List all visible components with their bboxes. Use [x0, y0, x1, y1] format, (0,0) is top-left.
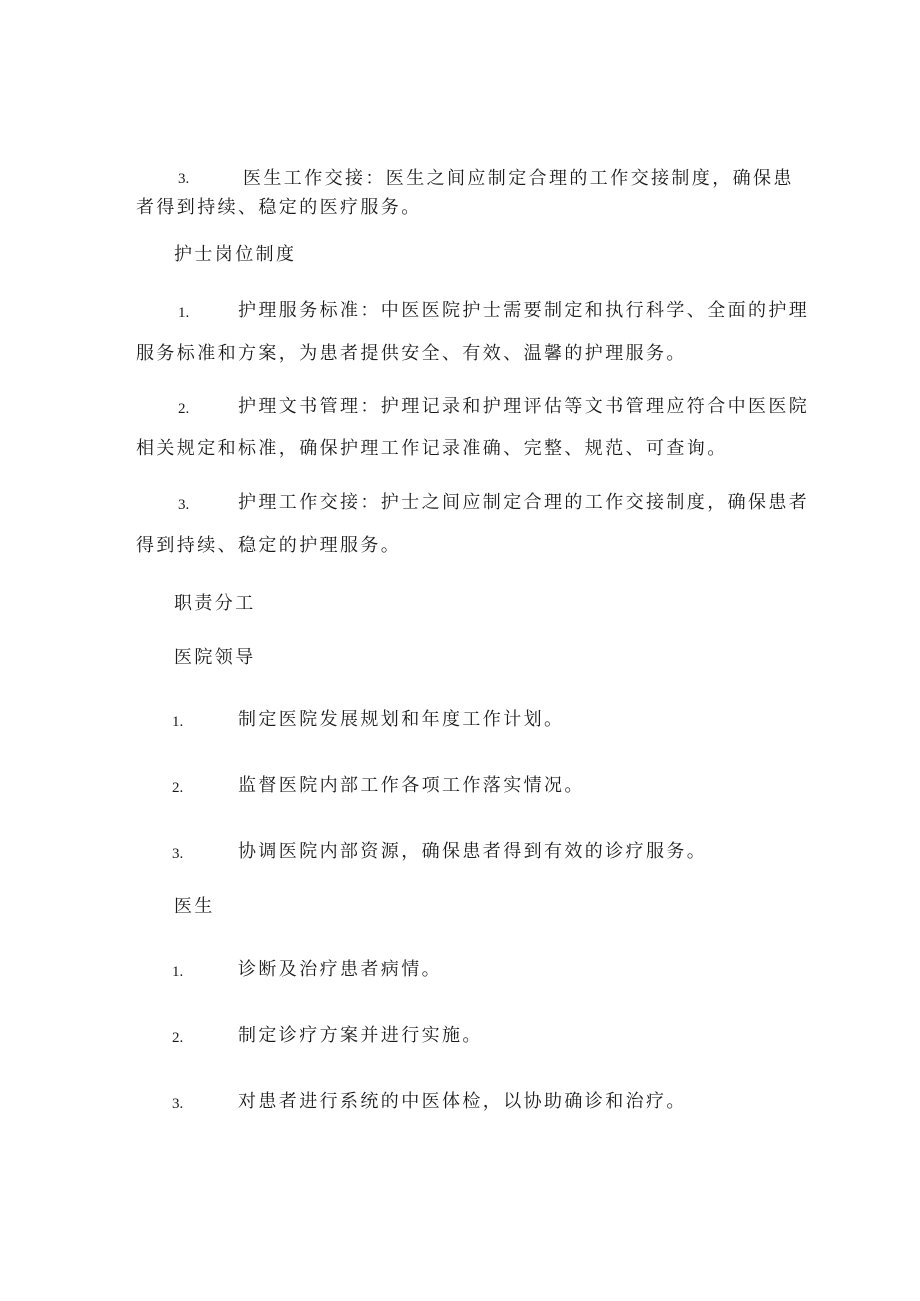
list-item-text-continued: 得到持续、稳定的护理服务。: [136, 535, 402, 556]
list-item-text: 护理文书管理：护理记录和护理评估等文书管理应符合中医医院: [238, 396, 810, 417]
section-heading-duties: 职责分工: [174, 593, 256, 614]
list-number: 2.: [172, 1030, 184, 1046]
list-number: 1.: [178, 305, 190, 321]
list-item-text: 护理服务标准：中医医院护士需要制定和执行科学、全面的护理: [238, 300, 810, 321]
list-item-text: 护理工作交接：护士之间应制定合理的工作交接制度，确保患者: [238, 492, 810, 513]
list-item-text-continued: 者得到持续、稳定的医疗服务。: [136, 197, 422, 218]
list-number: 3.: [178, 497, 190, 513]
list-number: 3.: [172, 846, 184, 862]
list-item-text: 制定医院发展规划和年度工作计划。: [238, 709, 565, 730]
list-item-text: 医生工作交接：医生之间应制定合理的工作交接制度，确保患: [243, 168, 794, 189]
list-number: 3.: [172, 1096, 184, 1112]
list-number: 3.: [178, 171, 190, 187]
subsection-heading-leaders: 医院领导: [174, 647, 256, 668]
list-item-text-continued: 服务标准和方案，为患者提供安全、有效、温馨的护理服务。: [136, 343, 687, 364]
list-number: 1.: [172, 714, 184, 730]
list-item-text-continued: 相关规定和标准，确保护理工作记录准确、完整、规范、可查询。: [136, 438, 728, 459]
list-item-text: 监督医院内部工作各项工作落实情况。: [238, 775, 585, 796]
subsection-heading-doctors: 医生: [174, 896, 215, 917]
list-item-text: 协调医院内部资源，确保患者得到有效的诊疗服务。: [238, 841, 708, 862]
list-number: 2.: [178, 401, 190, 417]
list-number: 1.: [172, 964, 184, 980]
section-heading-nurse: 护士岗位制度: [174, 244, 297, 265]
list-item-text: 诊断及治疗患者病情。: [238, 959, 442, 980]
list-number: 2.: [172, 780, 184, 796]
list-item-text: 对患者进行系统的中医体检，以协助确诊和治疗。: [238, 1091, 687, 1112]
list-item-text: 制定诊疗方案并进行实施。: [238, 1025, 483, 1046]
